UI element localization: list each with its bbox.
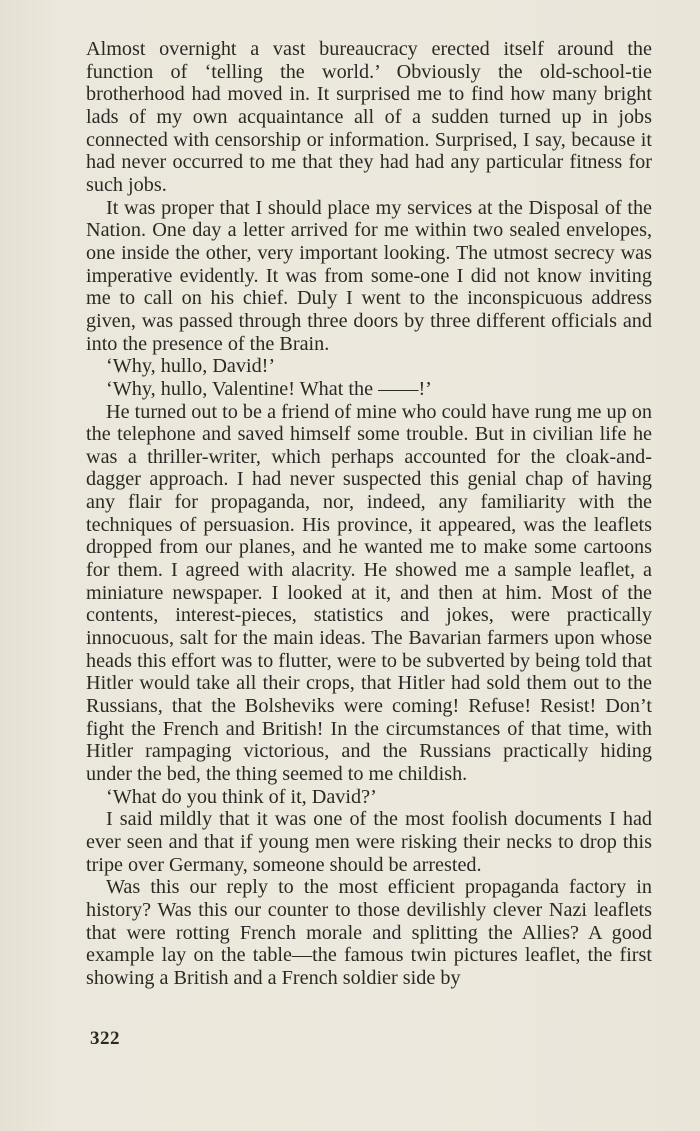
page-number: 322 — [90, 1028, 120, 1049]
paragraph-letter: It was proper that I should place my services at the Disposal of the Nation. One day a letter arrived for me within two sealed envelopes, one inside the other, very important looking. The utmost secrecy was imperative evidently. It was from some-one I did not know inviting me to call on his chief. Duly I went to the inconspicuous address given, was passed through three doors by three different officials and into the presence of the Brain. — [86, 196, 652, 355]
paragraph-propaganda-factory: Was this our reply to the most efficient propaganda factory in history? Was this our counter to those devilishly clever Nazi leaflets that were rotting French morale and splitting the Allies? A good example lay on the table—the famous twin pictures leaflet, the first showing a British and a French soldier side by — [86, 876, 652, 989]
paragraph-bureaucracy: Almost overnight a vast bureaucracy erected itself around the function of ‘telling the world.’ Obviously the old-school-tie brotherhood had moved in. It surprised me to find how many bright lads of my own acquaintance all of a sudden turned up in jobs connected with censorship or information. Surprised, I say, because it had never occurred to me that they had had any particular fitness for such jobs. — [86, 38, 652, 196]
paragraph-thriller-writer: He turned out to be a friend of mine who could have rung me up on the telephone and saved himself some trouble. But in civilian life he was a thriller-writer, which perhaps accounted for the cloak-and-dagger approach. I had never suspected this genial chap of having any flair for propaganda, nor, indeed, any familiarity with the techniques of persuasion. His province, it appeared, was the leaflets dropped from our planes, and he wanted me to make some cartoons for them. I agreed with alacrity. He showed me a sample leaflet, a miniature newspaper. I looked at it, and then at him. Most of the contents, interest-pieces, statistics and jokes, were practically innocuous, salt for the main ideas. The Bavarian farmers upon whose heads this effort was to flutter, were to be subverted by being told that Hitler would take all their crops, that Hitler had sold them out to the Russians, that the Bolsheviks were coming! Refuse! Resist! Don’t fight the French and British! In the circumstances of that time, with Hitler rampaging victorious, and the Russians practically hiding under the bed, the thing seemed to me childish. — [86, 400, 652, 785]
paragraph-foolish-documents: I said mildly that it was one of the most foolish documents I had ever seen and that if young men were risking their necks to drop this tripe over Germany, someone should be arrested. — [86, 808, 652, 876]
body-text — [86, 38, 652, 990]
dialogue-hullo-david: ‘Why, hullo, David!’ — [106, 355, 276, 378]
dialogue-hullo-valentine: ‘Why, hullo, Valentine! What the ——!’ — [106, 377, 432, 400]
dialogue-what-do-you-think: ‘What do you think of it, David?’ — [106, 785, 377, 808]
